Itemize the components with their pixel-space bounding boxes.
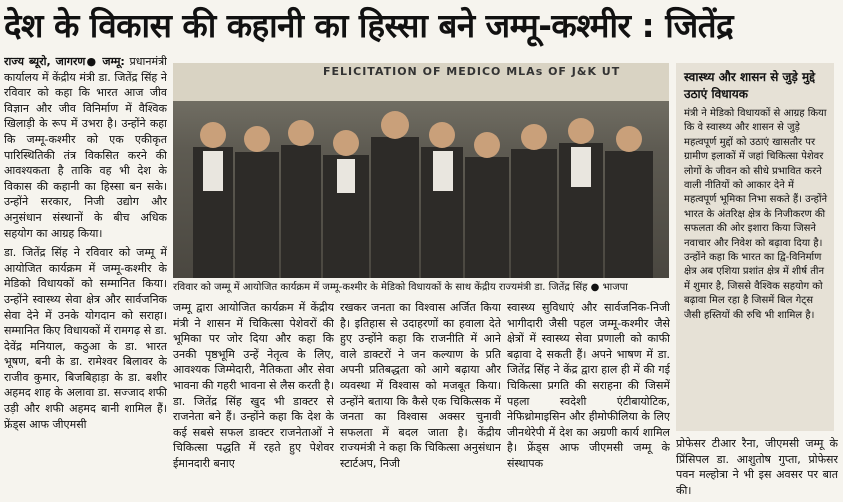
banner-text: FELICITATION OF MEDICO MLAs OF J&K UT xyxy=(323,65,621,78)
sidebar-body: मंत्री ने मेडिको विधायकों से आग्रह किया कि वे स्वास्थ्य और शासन से जुड़े महत्वपूर्ण मुद्दों को उठाएं खासतौर पर ग्रामीण इलाकों में जहां चिकित्सा पेशेवर लोगों के जीवन को सीधे प्रभावित करने वाली नीतियों को आकार देने में महत्वपूर्ण भूमिका निभा सकते हैं। उन्होंने भारत के अंतरिक्ष क्षेत्र के निजीकरण की सफलता की ओर इशारा किया जिसने नवाचार और निवेश को बढ़ावा दिया है। उन्होंने कहा कि भारत का द्वि-विनिर्माण क्षेत्र अब एशिया प्रशांत क्षेत्र में शीर्ष तीन में शुमार है, जिससे वैश्विक सहयोग को बढ़ावा मिल रहा है जिसमें बिल गेट्स जैसी हस्तियों की रुचि भी शामिल है। xyxy=(684,108,828,321)
article-text: प्रधानमंत्री कार्यालय में केंद्रीय मंत्री डा. जितेंद्र सिंह ने रविवार को कहा कि भारत आज जीव विज्ञान और जीव विनिर्माण में वैश्विक खिलाड़ी के रूप में उभरा है। उन्होंने कहा कि जम्मू-कश्मीर को एक एकीकृत पारिस्थितिकी तंत्र विकसित करने की आवश्यकता है ताकि वह भी देश के विकास की कहानी का हिस्सा बन सके। उन्होंने सरकार, निजी उद्योग और अनुसंधान संस्थानों के बीच अधिक सहयोग का आग्रह किया। xyxy=(4,55,167,240)
article-column-1 xyxy=(4,54,167,500)
article-column-4: स्वास्थ्य सुविधाएं और सार्वजनिक-निजी भागीदारी जैसी पहल जम्मू-कश्मीर जैसे क्षेत्रों में स्वास्थ्य सेवा प्रणाली को काफी बढ़ावा दे सकती हैं। अपने भाषण में डा. जितेंद्र सिंह ने केंद्र द्वारा हाल ही में की गई चिकित्सा प्रगति की सराहना की जिसमें पहला स्वदेशी एंटीबायोटिक, नेफिथ्रोमाइसिन और हीमोफीलिया के लिए जीनथेरेपी में देश का अग्रणी कार्य शामिल है। फ्रेंड्स आफ जीएमसी जम्मू के संस्थापक xyxy=(507,301,670,470)
news-photo xyxy=(173,63,669,278)
photo-caption: रविवार को जम्मू में आयोजित कार्यक्रम में जम्मू-कश्मीर के मेडिको विधायकों के साथ केंद्रीय राज्यमंत्री डा. जितेंद्र सिंह ● भाजपा xyxy=(173,282,628,293)
sidebar-box xyxy=(676,63,834,431)
article-column-5: प्रोफेसर टीआर रैना, जीएमसी जम्मू के प्रिंसिपल डा. आशुतोष गुप्ता, प्रोफेसर पवन मल्होत्रा ने भी इस अवसर पर बात की। xyxy=(676,437,838,497)
article-column-3: रखकर जनता का विश्वास अर्जित किया है। इतिहास से उदाहरणों का हवाला देते हुए उन्होंने कहा कि राजनीति में आने वाले डाक्टरों ने जन कल्याण के प्रति अपनी प्रतिबद्धता को आगे बढ़ाया और व्यवस्था में विश्वास को मजबूत किया। उन्होंने बताया कि कैसे एक चिकित्सक में जनता का विश्वास अक्सर चुनावी सफलता में बदल जाता है। केंद्रीय राज्यमंत्री ने कहा कि चिकित्सा अनुसंधान स्टार्टअप, निजी xyxy=(340,301,501,470)
sidebar-title: स्वास्थ्य और शासन से जुड़े मुद्दे उठाएं विधायक xyxy=(684,70,816,101)
dateline: राज्य ब्यूरो, जागरण● जम्मू: xyxy=(4,55,125,68)
group-of-people-image xyxy=(173,77,669,278)
article-column-2: जम्मू द्वारा आयोजित कार्यक्रम में केंद्रीय मंत्री ने शासन में चिकित्सा पेशेवरों की भूमिका पर जोर दिया और कहा कि उनकी पृष्ठभूमि उन्हें नेतृत्व के लिए, आवश्यक जिम्मेदारी, नैतिकता और सेवा भावना की गहरी भावना से लैस करती है। डा. जितेंद्र सिंह खुद भी डाक्टर से राजनेता बने हैं। उन्होंने कहा कि देश के कई सबसे सफल डाक्टर राजनेताओं ने चिकित्सा पद्धति में रहते हुए पेशेवर ईमानदारी बनाए xyxy=(173,301,334,470)
headline: देश के विकास की कहानी का हिस्सा बने जम्मू-कश्मीर : जितेंद्र xyxy=(4,6,734,45)
article-paragraph: डा. जितेंद्र सिंह ने रविवार को जम्मू में आयोजित कार्यक्रम में जम्मू-कश्मीर के मेडिको विधायकों को सम्मानित किया। उन्होंने स्वास्थ्य सेवा क्षेत्र और सार्वजनिक सेवा देने में उनके योगदान को सराहा। सम्मानित किए विधायकों में रामगढ़ से डा. देवेंद्र मनियाल, कठुआ के डा. भारत भूषण, बनी के डा. रामेश्वर बिलावर के राजीव कुमार, बिजबिहाड़ा के डा. बशीर अहमद शाह के अलावा डा. सज्जाद शफी उड़ी और शफी अहमद बानी शामिल हैं। फ्रेंड्स आफ जीएमसी xyxy=(4,246,167,431)
article-paragraph xyxy=(4,54,167,241)
